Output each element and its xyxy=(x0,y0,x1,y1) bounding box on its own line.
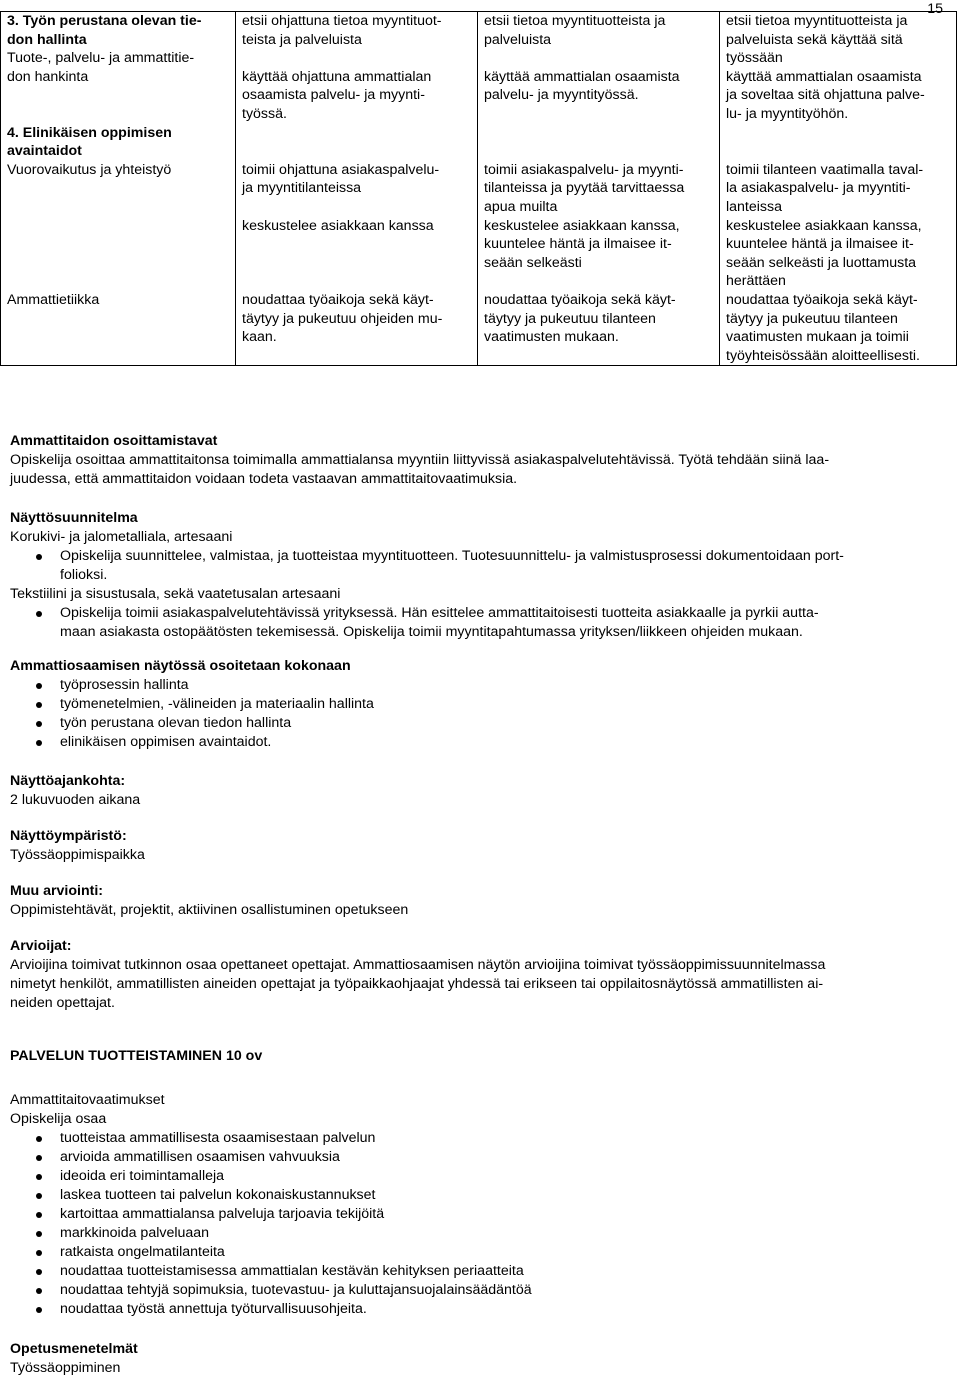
bullet-list xyxy=(10,547,940,585)
cell-text-line xyxy=(484,142,715,161)
cell-text-line: etsii ohjattuna tietoa myyntituot- xyxy=(242,13,442,29)
table-cell-col1 xyxy=(1,124,236,291)
cell-text-line: Ammattietiikka xyxy=(7,291,100,308)
table-cell-col2 xyxy=(236,124,478,291)
cell-text-line: täytyy ja pukeutuu tilanteen xyxy=(726,310,898,327)
cell-text-line: vaatimusten mukaan ja toimii xyxy=(726,329,909,346)
table-row xyxy=(1,124,957,291)
cell-text-line: apua muilta xyxy=(484,198,558,215)
paragraph-line: Opiskelija osoittaa ammattitaitonsa toimimalla ammattialansa myyntiin liittyvissä asiakaspalvelutehtävissä. Työtä tehdään siinä laa- xyxy=(10,452,830,468)
cell-text-line: don hankinta xyxy=(7,68,89,85)
cell-text-line: palveluista xyxy=(484,31,552,48)
section-heading: Näyttöympäristö: xyxy=(10,828,127,844)
section-heading: Muu arviointi: xyxy=(10,883,104,899)
palvelun-tuotteistaminen-section xyxy=(10,1047,940,1319)
cell-text-line: etsii tietoa myyntituotteista ja xyxy=(726,13,908,29)
list-item: markkinoida palveluaan xyxy=(10,1224,940,1243)
cell-text-line: käyttää ammattialan osaamista xyxy=(484,68,680,85)
cell-text-line: la asiakaspalvelu- ja myyntiti- xyxy=(726,180,911,197)
cell-text-line: avaintaidot xyxy=(7,143,82,160)
section-text: 2 lukuvuoden aikana xyxy=(10,792,141,808)
list-item-text: folioksi. xyxy=(60,567,108,583)
list-item: ratkaista ongelmatilanteita xyxy=(10,1243,940,1262)
list-item-text: Opiskelija toimii asiakaspalvelutehtävissä yrityksessä. Hän esittelee ammattitaitoisesti tuotteita asiakkaalle ja pyrkii autta- xyxy=(60,605,819,621)
bullet-list xyxy=(10,676,940,752)
section-heading: Näyttöajankohta: xyxy=(10,773,126,789)
group-title: Korukivi- ja jalometalliala, artesaani xyxy=(10,529,233,545)
cell-text-line xyxy=(242,198,473,217)
list-item: laskea tuotteen tai palvelun kokonaiskustannukset xyxy=(10,1186,940,1205)
section-heading: Arvioijat: xyxy=(10,938,72,954)
table-cell-col3 xyxy=(478,12,720,124)
table-cell-col4 xyxy=(720,291,957,366)
paragraph-line: juudessa, että ammattitaidon voidaan todeta vastaavan ammattitaitovaatimuksia. xyxy=(10,471,518,487)
paragraph-line: neiden opettajat. xyxy=(10,995,115,1011)
cell-text-line: kaan. xyxy=(242,329,277,346)
paragraph-line: Arvioijina toimivat tutkinnon osaa opettaneet opettajat. Ammattiosaamisen näytön arvioijina toimivat työssäoppimissuunnitelmassa xyxy=(10,957,826,973)
table-cell-col2 xyxy=(236,12,478,124)
cell-text-line: ja myyntitilanteissa xyxy=(242,180,362,197)
assessment-table xyxy=(0,11,957,366)
opetusmenetelmat-section xyxy=(10,1340,940,1378)
cell-text-line xyxy=(726,142,952,161)
cell-text-line: palveluista sekä käyttää sitä xyxy=(726,31,903,48)
section-heading: PALVELUN TUOTTEISTAMINEN 10 ov xyxy=(10,1048,263,1064)
section-heading: Näyttösuunnitelma xyxy=(10,510,138,526)
list-item: ideoida eri toimintamalleja xyxy=(10,1167,940,1186)
bullet-list xyxy=(10,604,940,642)
cell-text-line xyxy=(726,124,952,143)
cell-text-line: noudattaa työaikoja sekä käyt- xyxy=(726,291,918,308)
cell-text-line: Tuote-, palvelu- ja ammattitie- xyxy=(7,50,195,67)
section-heading: Ammattitaidon osoittamistavat xyxy=(10,433,218,449)
cell-text-line: ja soveltaa sitä ohjattuna palve- xyxy=(726,87,925,104)
cell-text-line: keskustelee asiakkaan kanssa, xyxy=(484,217,680,234)
cell-text-line: toimii ohjattuna asiakaspalvelu- xyxy=(242,161,440,178)
cell-text-line: lanteissa xyxy=(726,198,782,215)
list-item: arvioida ammatillisen osaamisen vahvuuksia xyxy=(10,1148,940,1167)
section-heading: Ammattiosaamisen näytössä osoitetaan kokonaan xyxy=(10,658,351,674)
cell-text-line: etsii tietoa myyntituotteista ja xyxy=(484,13,666,29)
table-cell-col4 xyxy=(720,12,957,124)
cell-text-line: käyttää ohjattuna ammattialan xyxy=(242,68,432,85)
cell-text-line: noudattaa työaikoja sekä käyt- xyxy=(484,291,676,308)
cell-text-line: seään selkeästi xyxy=(484,254,582,271)
cell-text-line: kuuntelee häntä ja ilmaisee it- xyxy=(484,236,672,253)
table-row xyxy=(1,291,957,366)
cell-text-line: täytyy ja pukeutuu tilanteen xyxy=(484,310,656,327)
list-item: noudattaa tehtyjä sopimuksia, tuotevastuu- ja kuluttajansuojalainsäädäntöä xyxy=(10,1281,940,1300)
list-item: noudattaa työstä annettuja työturvallisuusohjeita. xyxy=(10,1300,940,1319)
list-item xyxy=(10,547,940,585)
bullet-list xyxy=(10,1129,940,1319)
cell-text-line: toimii tilanteen vaatimalla taval- xyxy=(726,161,924,178)
cell-text-line: 4. Elinikäisen oppimisen xyxy=(7,124,172,141)
table-cell-col1 xyxy=(1,12,236,124)
cell-text-line: työyhteisössään aloitteellisesti. xyxy=(726,347,920,364)
cell-text-line: seään selkeästi ja luottamusta xyxy=(726,254,917,271)
cell-text-line: noudattaa työaikoja sekä käyt- xyxy=(242,291,434,308)
cell-text-line: teista ja palveluista xyxy=(242,31,362,48)
arvioijat-section xyxy=(10,937,940,1013)
list-item: työn perustana olevan tiedon hallinta xyxy=(10,714,940,733)
cell-text-line: herättäen xyxy=(726,273,786,290)
spacer xyxy=(10,1066,940,1079)
list-item-text: Opiskelija suunnittelee, valmistaa, ja tuotteistaa myyntituotteen. Tuotesuunnittelu- ja valmistusprosessi dokumentoidaan port- xyxy=(60,548,844,564)
osoittamistavat-section xyxy=(10,432,940,489)
kokonaan-section xyxy=(10,657,940,752)
cell-text-line xyxy=(242,124,473,143)
cell-text-line: työssään xyxy=(726,50,783,67)
cell-text-line: kuuntelee häntä ja ilmaisee it- xyxy=(726,236,914,253)
cell-text-line: täytyy ja pukeutuu ohjeiden mu- xyxy=(242,310,443,327)
paragraph-line: nimetyt henkilöt, ammatillisten aineiden opettajat ja työpaikkaohjaajat yhdessä tai erikseen tai oppilaitosnäytössä ammatillisten ai- xyxy=(10,976,824,992)
cell-text-line xyxy=(484,49,715,68)
group-title: Tekstiilini ja sisustusala, sekä vaatetusalan artesaani xyxy=(10,586,341,602)
cell-text-line: tilanteissa ja pyytää tarvittaessa xyxy=(484,180,685,197)
cell-text-line: käyttää ammattialan osaamista xyxy=(726,68,922,85)
list-item: työprosessin hallinta xyxy=(10,676,940,695)
cell-text-line: keskustelee asiakkaan kanssa xyxy=(242,217,434,234)
section-text: Työssäoppiminen xyxy=(10,1360,121,1376)
cell-text-line: työssä. xyxy=(242,105,287,122)
section-text: Työssäoppimispaikka xyxy=(10,847,145,863)
cell-text-line: lu- ja myyntityöhön. xyxy=(726,105,849,122)
cell-text-line: 3. Työn perustana olevan tie- xyxy=(7,13,202,29)
cell-text-line: osaamista palvelu- ja myynti- xyxy=(242,87,425,104)
list-item: tuotteistaa ammatillisesta osaamisestaan palvelun xyxy=(10,1129,940,1148)
table-cell-col2 xyxy=(236,291,478,366)
list-item: kartoittaa ammattialansa palveluja tarjoavia tekijöitä xyxy=(10,1205,940,1224)
nayttosuunnitelma-section xyxy=(10,509,940,642)
list-item-text: maan asiakasta ostopäätösten tekemisessä. Opiskelija toimii myyntitapahtumassa yrityksen/liikkeen ohjeiden mukaan. xyxy=(60,624,803,640)
table-cell-col3 xyxy=(478,124,720,291)
muu-arviointi-section xyxy=(10,882,940,920)
subheading: Opiskelija osaa xyxy=(10,1111,107,1127)
table-cell-col4 xyxy=(720,124,957,291)
cell-text-line: palvelu- ja myyntityössä. xyxy=(484,87,639,104)
section-text: Oppimistehtävät, projektit, aktiivinen osallistuminen opetukseen xyxy=(10,902,409,918)
list-item: elinikäisen oppimisen avaintaidot. xyxy=(10,733,940,752)
ajankohta-section xyxy=(10,772,940,810)
ymparisto-section xyxy=(10,827,940,865)
cell-text-line xyxy=(484,124,715,143)
cell-text-line: keskustelee asiakkaan kanssa, xyxy=(726,217,922,234)
table-row xyxy=(1,12,957,124)
cell-text-line: Vuorovaikutus ja yhteistyö xyxy=(7,161,172,178)
cell-text-line: don hallinta xyxy=(7,31,87,48)
subheading: Ammattitaitovaatimukset xyxy=(10,1092,165,1108)
cell-text-line xyxy=(242,142,473,161)
cell-text-line: vaatimusten mukaan. xyxy=(484,329,619,346)
list-item: työmenetelmien, -välineiden ja materiaalin hallinta xyxy=(10,695,940,714)
cell-text-line xyxy=(242,49,473,68)
table-cell-col3 xyxy=(478,291,720,366)
list-item: noudattaa tuotteistamisessa ammattialan kestävän kehityksen periaatteita xyxy=(10,1262,940,1281)
cell-text-line: toimii asiakaspalvelu- ja myynti- xyxy=(484,161,684,178)
section-heading: Opetusmenetelmät xyxy=(10,1341,138,1357)
list-item xyxy=(10,604,940,642)
table-cell-col1 xyxy=(1,291,236,366)
page-number: 15 xyxy=(927,1,943,17)
